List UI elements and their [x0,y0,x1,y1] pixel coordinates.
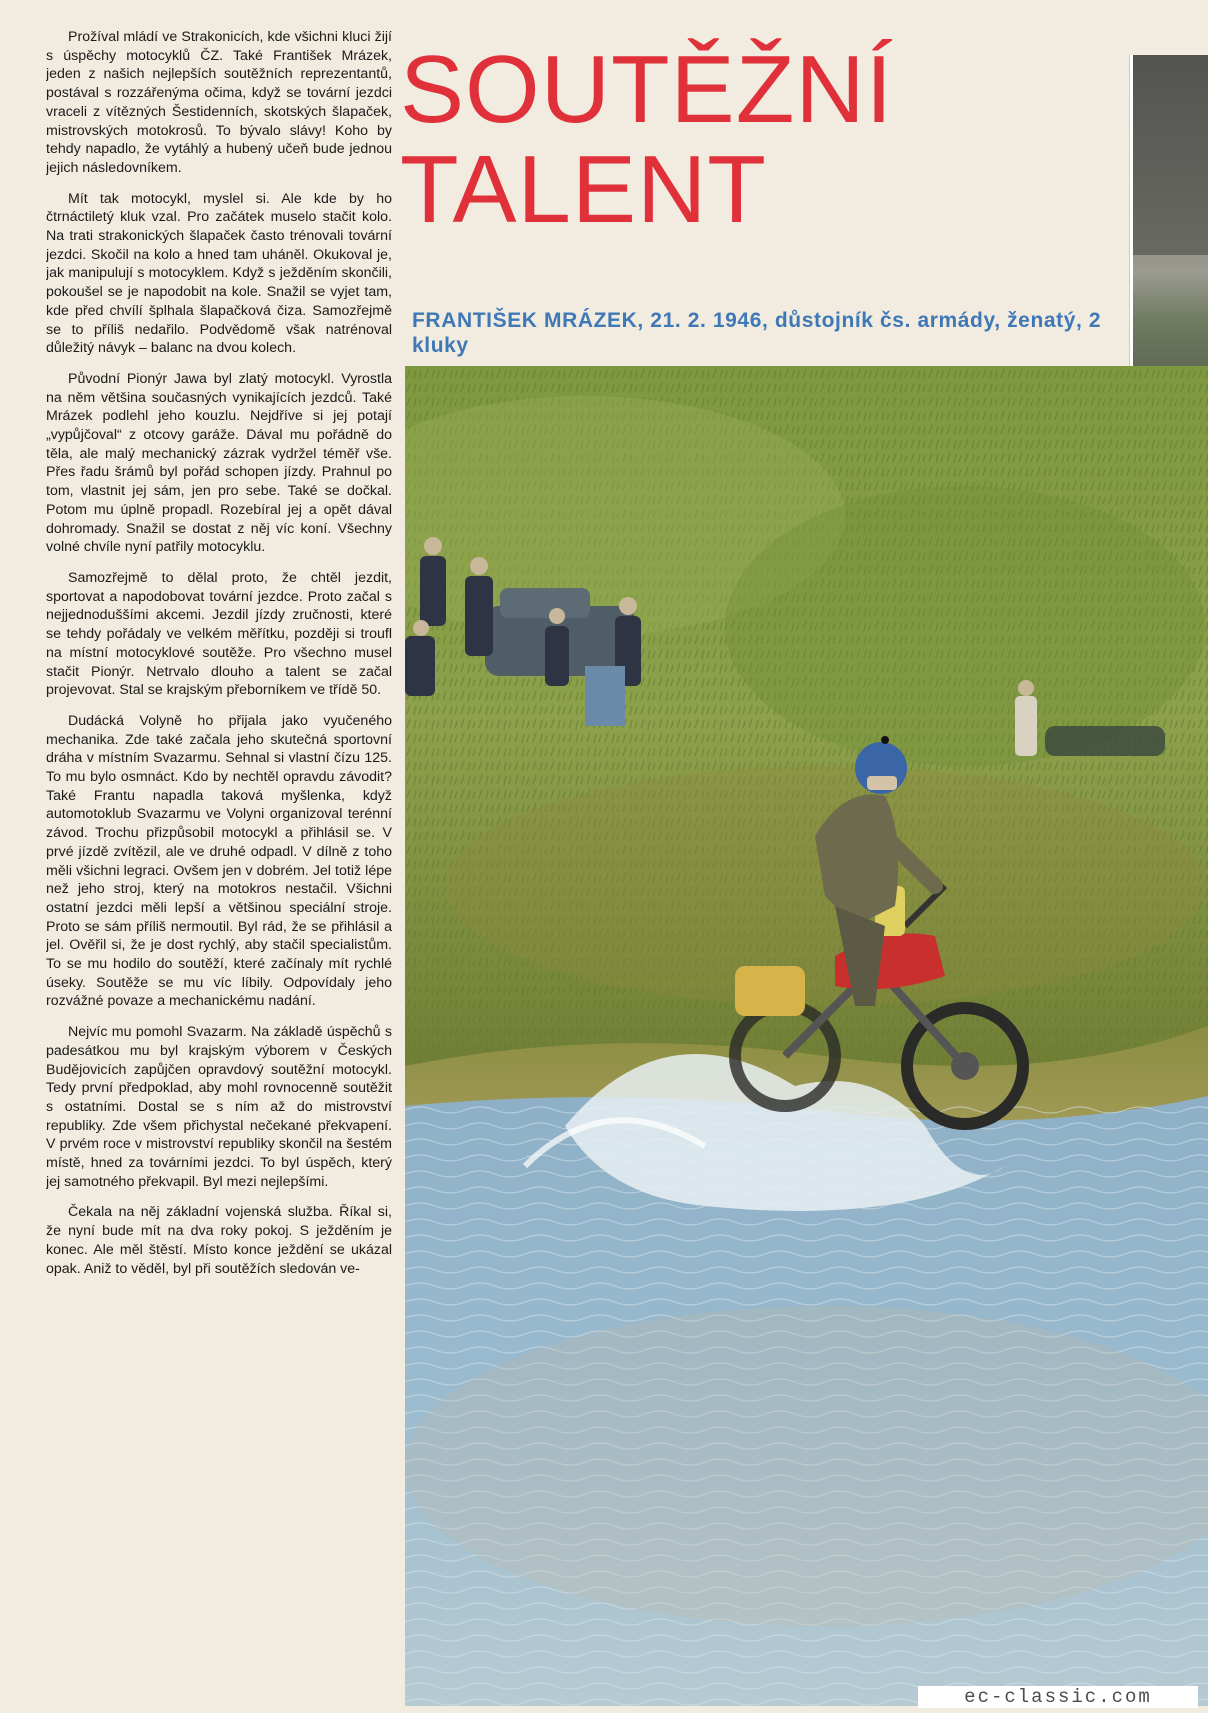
article-paragraph: Mít tak motocykl, myslel si. Ale kde by ho čtrnáctiletý kluk vzal. Pro začátek muselo stačit kolo. Na trati strakonických šlapaček často trénovali tovární jezdci. Skočil na kolo a hned tam uháněl. Okukoval je, jak manipulují s motocyklem. Když s ježděním skončili, pokoušel se je napodobit na kole. Snažil se vyjet tam, kde před chvílí šplhala šlapačková čiza. Samozřejmě se to příliš nedařilo. Podvědomě však natrénoval důležitý návyk – balanc na dvou kolech. [46,190,392,357]
article-paragraph: Čekala na něj základní vojenská služba. Říkal si, že nyní bude mít na dva roky pokoj. S ježděním je konec. Ale měl štěstí. Místo konce ježdění se ukázal opak. Aniž to věděl, byl při soutěžích sledován ve- [46,1204,392,1277]
headline-line-2: TALENT [400,136,767,243]
article-paragraph: Samozřejmě to dělal proto, že chtěl jezdit, sportovat a napodobovat tovární jezdce. Proto začal s nejjednoduššími akcemi. Jezdil jízdy zručnosti, které se tehdy pořádaly ve velkém měřítku, později si troufl na místní motocyklové soutěže. Pro všechno musel stačit Pionýr. Netrvalo dlouho a talent se začal projevovat. Stal se krajským přeborníkem ve třídě 50. [46,569,392,699]
article-paragraph: Prožíval mládí ve Strakonicích, kde všichni kluci žijí s úspěchy motocyklů ČZ. Také František Mrázek, jeden z našich nejlepších soutěžních reprezentantů, postával s rozzářenýma očima, když se tovární jezdci vraceli z vítězných Šestidenních, skotských šlapaček, mistrovských motokrosů. To bývalo slávy! Koho by tehdy napadlo, že vytáhlý a hubený učeň bude jednou jejich následovníkem. [46,29,392,176]
article-paragraph: Nejvíc mu pomohl Svazarm. Na základě úspěchů s padesátkou mu byl krajským výborem v Českých Budějovicích zapůjčen opravdový soutěžní motocykl. Tedy první předpoklad, aby mohl rovnocenně soutěžit s ostatními. Dostal se s ním až do mistrovství republiky. Zde všem přichystal nečekané překvapení. V prvém roce v mistrovství republiky skončil na šestém místě, hned za továrními jezdci. To byl úspěch, který jej samotného překvapil. Byl mezi nejlepšími. [46,1024,392,1190]
main-photo [405,366,1208,1706]
article-paragraph: Dudácká Volyně ho přijala jako vyučeného mechanika. Zde také začala jeho skutečná sportovní dráha v místním Svazarmu. Sehnal si vlastní čízu 125. To mu bylo osmnáct. Kdo by nechtěl opravdu závodit? Také Frantu napadla taková myšlenka, když automotoklub Svazarmu ve Volyni organizoval terénní závod. Trochu přizpůsobil motocykl a přihlásil se. V prvé jízdě zvítězil, ale ve druhé odpadl. V dílně z toho měli všichni legraci. Ovšem jen v dobrém. Jel totiž lépe než jeho stroj, který na motokros nestačil. Všichni ostatní jezdci měli lepší a většinou speciální stroje. Proto se sám příliš nermoutil. Byl rád, že se přihlásil a jel. Ověřil si, že je dost rychlý, aby stačil specialistům. To se mu hodilo do soutěží, které začínaly mít rychlé úseky. Soutěže se mu víc líbily. Odpovídaly jeho rozvážné povaze a mechanickému nadání. [46,712,392,1010]
article-column [46,28,392,1708]
watermark: ec-classic.com [918,1686,1198,1708]
subtitle: FRANTIŠEK MRÁZEK, 21. 2. 1946, důstojník čs. armády, ženatý, 2 kluky [412,309,1102,357]
headline [400,36,1140,243]
article-paragraph: Původní Pionýr Jawa byl zlatý motocykl. Vyrostla na něm většina současných vynikajících jezdců. Také Mrázek podlehl jeho kouzlu. Nejdříve si jej potají „vypůjčoval“ z otcovy garáže. Dával mu pořádně do těla, ale malý mechanický zázrak vydržel téměř vše. Přes řadu šrámů byl pořád schopen jízdy. Prahnul po tom, vlastnit jej sám, jen pro sebe. Také se dočkal. Potom mu úplně propadl. Rozebíral jej a opět dával dohromady. Snažil se dostat z něj víc koní. Všechny volné chvíle nyní patřily motocyklu. [46,370,392,556]
headline-line-1: SOUTĚŽNÍ [400,36,894,143]
